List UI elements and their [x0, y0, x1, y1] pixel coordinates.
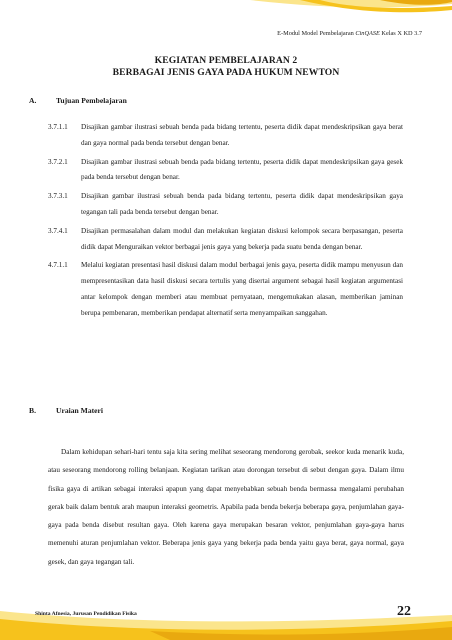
footer-author: Shinta Afnesia, Jurusan Pendidikan Fisika [35, 611, 137, 617]
section-a-letter: A. [29, 96, 37, 105]
list-item [48, 189, 403, 221]
section-a-heading [29, 96, 127, 105]
header-suffix: Kelas X KD 3.7 [379, 30, 422, 37]
page-title [0, 55, 452, 79]
title-line-1: KEGIATAN PEMBELAJARAN 2 [154, 55, 298, 66]
list-item [48, 155, 403, 187]
section-b-title: Uraian Materi [56, 406, 104, 415]
list-item [48, 224, 403, 256]
item-text: Disajikan permasalahan dalam modul dan melakukan kegiatan diskusi kelompok secara berpasangan, peserta didik dapat Menguraikan vektor berbagai jenis gaya yang bekerja pada suatu benda dengan benar. [81, 226, 403, 251]
objectives-list [48, 120, 403, 325]
item-number: 3.7.3.1 [48, 192, 68, 201]
list-item [48, 258, 403, 321]
page-number: 22 [397, 604, 411, 619]
section-b-letter: B. [29, 406, 36, 415]
item-number: 3.7.1.1 [48, 123, 68, 131]
body-paragraph: Dalam kehidupan sehari-hari tentu saja kita sering melihat seseorang mendorong gerobak, seekor kuda menarik kuda, atau seseorang mendorong rolling belanjaan. Kegiatan tarikan atau dorongan tersebut di sebut dengan gaya. Dalam ilmu fisika gaya di artikan sebagai interaksi apapun yang dapat menyebabkan sebuah benda bermassa mengalami perubahan gerak baik dalam bentuk arah maupun interaksi geometris. Apabila pada benda bekerja beberapa gaya, penjumlahan gaya-gaya pada benda disebut resultan gaya. Oleh karena gaya merupakan besaran vektor, penjumlahan gaya-gaya harus memenuhi aturan penjumlahan vektor. Beberapa jenis gaya yang bekerja pada benda yaitu gaya berat, gaya normal, gaya gesek, dan gaya tegangan tali. [48, 448, 404, 566]
title-line-2: BERBAGAI JENIS GAYA PADA HUKUM NEWTON [112, 67, 340, 78]
section-a-title: Tujuan Pembelajaran [56, 96, 127, 105]
list-item [48, 120, 403, 152]
running-header [277, 30, 422, 37]
item-text: Melalui kegiatan presentasi hasil diskusi dalam modul berbagai jenis gaya, peserta didik mampu menyusun dan mempresentasikan data hasil diskusi secara tertulis yang disertai argument sebagai hasil kegiatan argumentasi antar kelompok dengan memberi atau membuat pernyataan, mengemukakan alasan, memberikan jaminan berupa pembenaran, memberikan pendapat alternatif serta menyampaikan sanggahan. [81, 261, 403, 317]
item-number: 3.7.4.1 [48, 226, 68, 235]
item-number: 4.7.1.1 [48, 261, 68, 270]
item-number: 3.7.2.1 [48, 157, 68, 166]
section-b-heading [29, 406, 103, 415]
item-text: Disajikan gambar ilustrasi sebuah benda pada bidang tertentu, peserta didik dapat mendeskripsikan gaya berat dan gaya normal pada benda tersebut dengan benar. [81, 123, 403, 147]
item-text: Disajikan gambar ilustrasi sebuah benda pada bidang tertentu, peserta didik dapat mendeskripsikan gaya gesek pada benda tersebut dengan benar. [81, 157, 403, 182]
header-prefix: E-Modul Model Pembelajaran [277, 30, 356, 37]
item-text: Disajikan gambar ilustrasi sebuah benda pada bidang tertentu, peserta didik dapat mendeskripsikan gaya tegangan tali pada benda tersebut dengan benar. [81, 192, 403, 216]
header-brand: CinQASE [355, 30, 380, 37]
